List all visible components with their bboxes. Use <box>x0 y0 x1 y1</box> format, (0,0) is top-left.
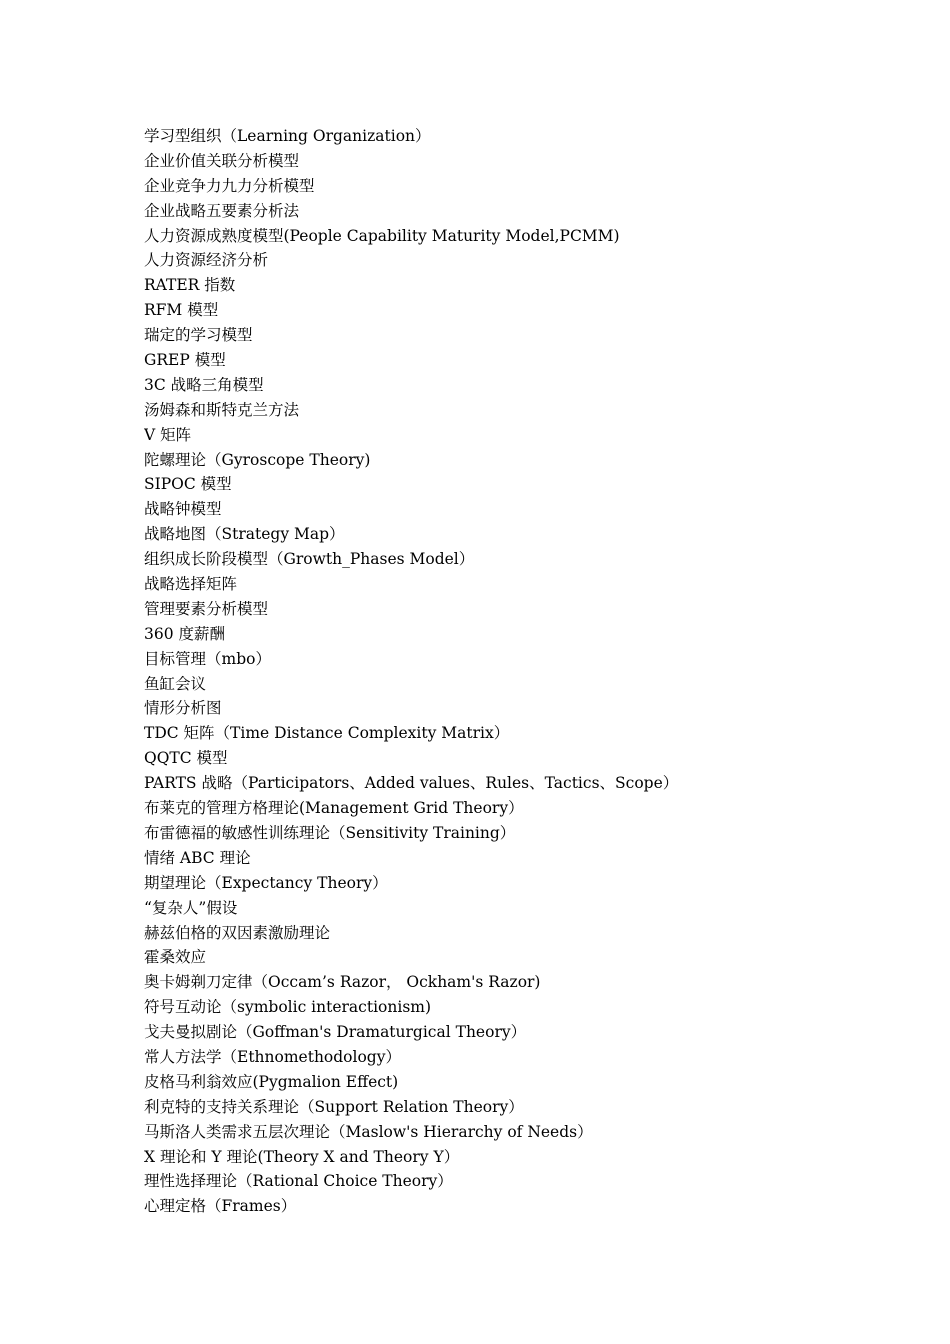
list-item: 鱼缸会议 <box>144 674 207 693</box>
list-item: 布莱克的管理方格理论(Management Grid Theory） <box>144 799 524 818</box>
list-item: 常人方法学（Ethnomethodology） <box>144 1047 401 1066</box>
list-item: RFM 模型 <box>144 301 219 320</box>
list-item: 学习型组织（Learning Organization） <box>144 127 431 145</box>
list-item: 360 度薪酬 <box>144 624 226 643</box>
list-item: 瑞定的学习模型 <box>144 326 253 345</box>
list-item: 人力资源成熟度模型(People Capability Maturity Model,PCMM) <box>144 226 620 245</box>
list-item: 皮格马利翁效应(Pygmalion Effect) <box>144 1072 399 1091</box>
list-item: SIPOC 模型 <box>144 475 232 494</box>
list-item: 霍桑效应 <box>144 948 207 967</box>
list-item: 战略选择矩阵 <box>144 575 238 594</box>
list-item: 心理定格（Frames） <box>144 1197 297 1216</box>
list-item: 赫兹伯格的双因素激励理论 <box>144 923 331 942</box>
list-item: 企业价值关联分析模型 <box>144 151 300 170</box>
list-item: 汤姆森和斯特克兰方法 <box>144 400 300 419</box>
list-item: 情绪 ABC 理论 <box>144 848 251 867</box>
list-item: 情形分析图 <box>144 699 222 718</box>
list-item: 管理要素分析模型 <box>144 599 269 618</box>
list-item: “复杂人”假设 <box>144 898 238 917</box>
list-item: 战略钟模型 <box>144 500 222 519</box>
list-item: 组织成长阶段模型（Growth_Phases Model） <box>144 550 475 569</box>
list-item: 理性选择理论（Rational Choice Theory） <box>144 1172 453 1191</box>
list-item: GREP 模型 <box>144 351 226 370</box>
list-item: V 矩阵 <box>144 425 192 444</box>
list-item: 企业竞争力九力分析模型 <box>144 176 315 195</box>
list-item: 陀螺理论（Gyroscope Theory) <box>144 450 371 469</box>
list-item: QQTC 模型 <box>144 749 228 768</box>
list-item: 奥卡姆剃刀定律（Occam’s Razor， Ockham's Razor) <box>144 973 541 992</box>
list-item: 期望理论（Expectancy Theory） <box>144 873 388 892</box>
list-item: TDC 矩阵（Time Distance Complexity Matrix） <box>144 724 510 743</box>
list-item: 布雷德福的敏感性训练理论（Sensitivity Training） <box>144 823 516 842</box>
list-item: 3C 战略三角模型 <box>144 375 264 394</box>
theory-list <box>144 124 884 1219</box>
list-item: 战略地图（Strategy Map） <box>144 525 345 544</box>
list-item: 企业战略五要素分析法 <box>144 201 300 220</box>
list-item: 戈夫曼拟剧论（Goffman's Dramaturgical Theory） <box>144 1023 527 1042</box>
list-item: 符号互动论（symbolic interactionism) <box>144 998 432 1017</box>
list-item: X 理论和 Y 理论(Theory X and Theory Y） <box>144 1147 460 1166</box>
list-item: 人力资源经济分析 <box>144 251 269 270</box>
list-item: RATER 指数 <box>144 276 236 295</box>
list-item: 目标管理（mbo） <box>144 649 271 668</box>
list-item: 利克特的支持关系理论（Support Relation Theory） <box>144 1097 524 1116</box>
list-item: 马斯洛人类需求五层次理论（Maslow's Hierarchy of Needs） <box>144 1122 593 1141</box>
list-item: PARTS 战略（Participators、Added values、Rules、Tactics、Scope） <box>144 774 679 793</box>
